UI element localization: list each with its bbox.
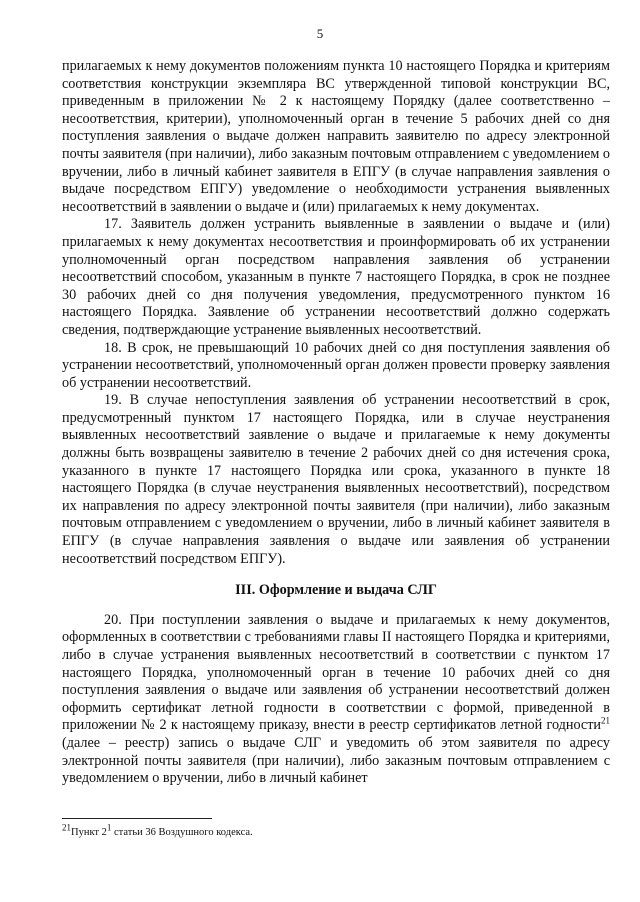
paragraph-20 (62, 612, 610, 788)
paragraph-18: 18. В срок, не превышающий 10 рабочих дней со дня поступления заявления об устранении несоответствий, уполномоченный орган должен провести проверку заявления об устранении несоответствий. (62, 339, 610, 391)
paragraph-16-continuation: прилагаемых к нему документов положениям пункта 10 настоящего Порядка и критериям соответствия конструкции экземпляра ВС утвержденной типовой конструкции ВС, приведенным в приложении № 2 к настоящему Порядку (далее соответственно – несоответствия, критерии), уполномоченный орган в течение 5 рабочих дней со дня поступления заявления о выдаче должен направить заявителю по адресу электронной почты заявителя (при наличии), либо заказным почтовым отправлением с уведомлением о вручении, либо в личный кабинет заявителя в ЕПГУ (в случае направления заявления о выдаче посредством ЕПГУ) уведомление о необходимости устранения выявленных несоответствий в заявлении о выдаче и (или) прилагаемых к нему документах. (62, 58, 610, 215)
footnote-ref[interactable]: 21 (601, 715, 610, 726)
footnote (62, 822, 610, 839)
footnote-text-a: Пункт 2 (71, 827, 107, 838)
paragraph-20-text-a: 20. При поступлении заявления о выдаче и прилагаемых к нему документов, оформленных в соответствии с требованиями главы II настоящего Порядка и критериями, либо в случае устранения выявленных несоответствий в соответствии с пунктом 17 настоящего Порядка, уполномоченный орган в течение 10 рабочих дней со дня поступления заявления о выдаче или заявления об устранении несоответствий должен оформить сертификат летной годности в соответствии с формой, приведенной в приложении № 2 к настоящему приказу, внести в реестр сертификатов летной годности (62, 611, 610, 734)
footnote-divider (62, 818, 212, 819)
page-number: 5 (316, 26, 324, 41)
section-heading: III. Оформление и выдача СЛГ (235, 582, 437, 599)
document-body (62, 58, 610, 788)
footnote-mark: 21 (62, 822, 71, 833)
footnote-text-sup: 1 (106, 822, 112, 833)
paragraph-20-text-b: (далее – реестр) запись о выдаче СЛГ и уведомить об этом заявителя по адресу электронной почты заявителя (при наличии), либо заказным почтовым отправлением с уведомлением о вручении, либо в личный кабинет (62, 734, 610, 787)
paragraph-17: 17. Заявитель должен устранить выявленные в заявлении о выдаче и (или) прилагаемых к нему документах несоответствия и проинформировать об их устранении уполномоченный орган посредством направления заявления об устранении несоответствий способом, указанным в пункте 7 настоящего Порядка, в срок не позднее 30 рабочих дней со дня получения уведомления, предусмотренного пунктом 16 настоящего Порядка. Заявление об устранении несоответствий должно содержать сведения, подтверждающие устранение выявленных несоответствий. (62, 216, 610, 338)
paragraph-19: 19. В случае непоступления заявления об устранении несоответствий в срок, предусмотренный пунктом 17 настоящего Порядка, или в случае неустранения выявленных несоответствий заявление о выдаче и прилагаемые к нему документы должны быть возвращены заявителю в течение 2 рабочих дней со дня истечения срока, указанного в пункте 17 настоящего Порядка или срока, указанного в пункте 18 настоящего Порядка (в случае неустранения выявленных несоответствий), посредством их направления по адресу электронной почты заявителя (при наличии), либо заказным почтовым отправлением с уведомлением о вручении, либо в личный кабинет заявителя в ЕПГУ (в случае направления заявления о выдаче или заявления об устранении несоответствий посредством ЕПГУ). (62, 392, 610, 567)
footnote-text-b: статьи 36 Воздушного кодекса. (111, 827, 253, 838)
